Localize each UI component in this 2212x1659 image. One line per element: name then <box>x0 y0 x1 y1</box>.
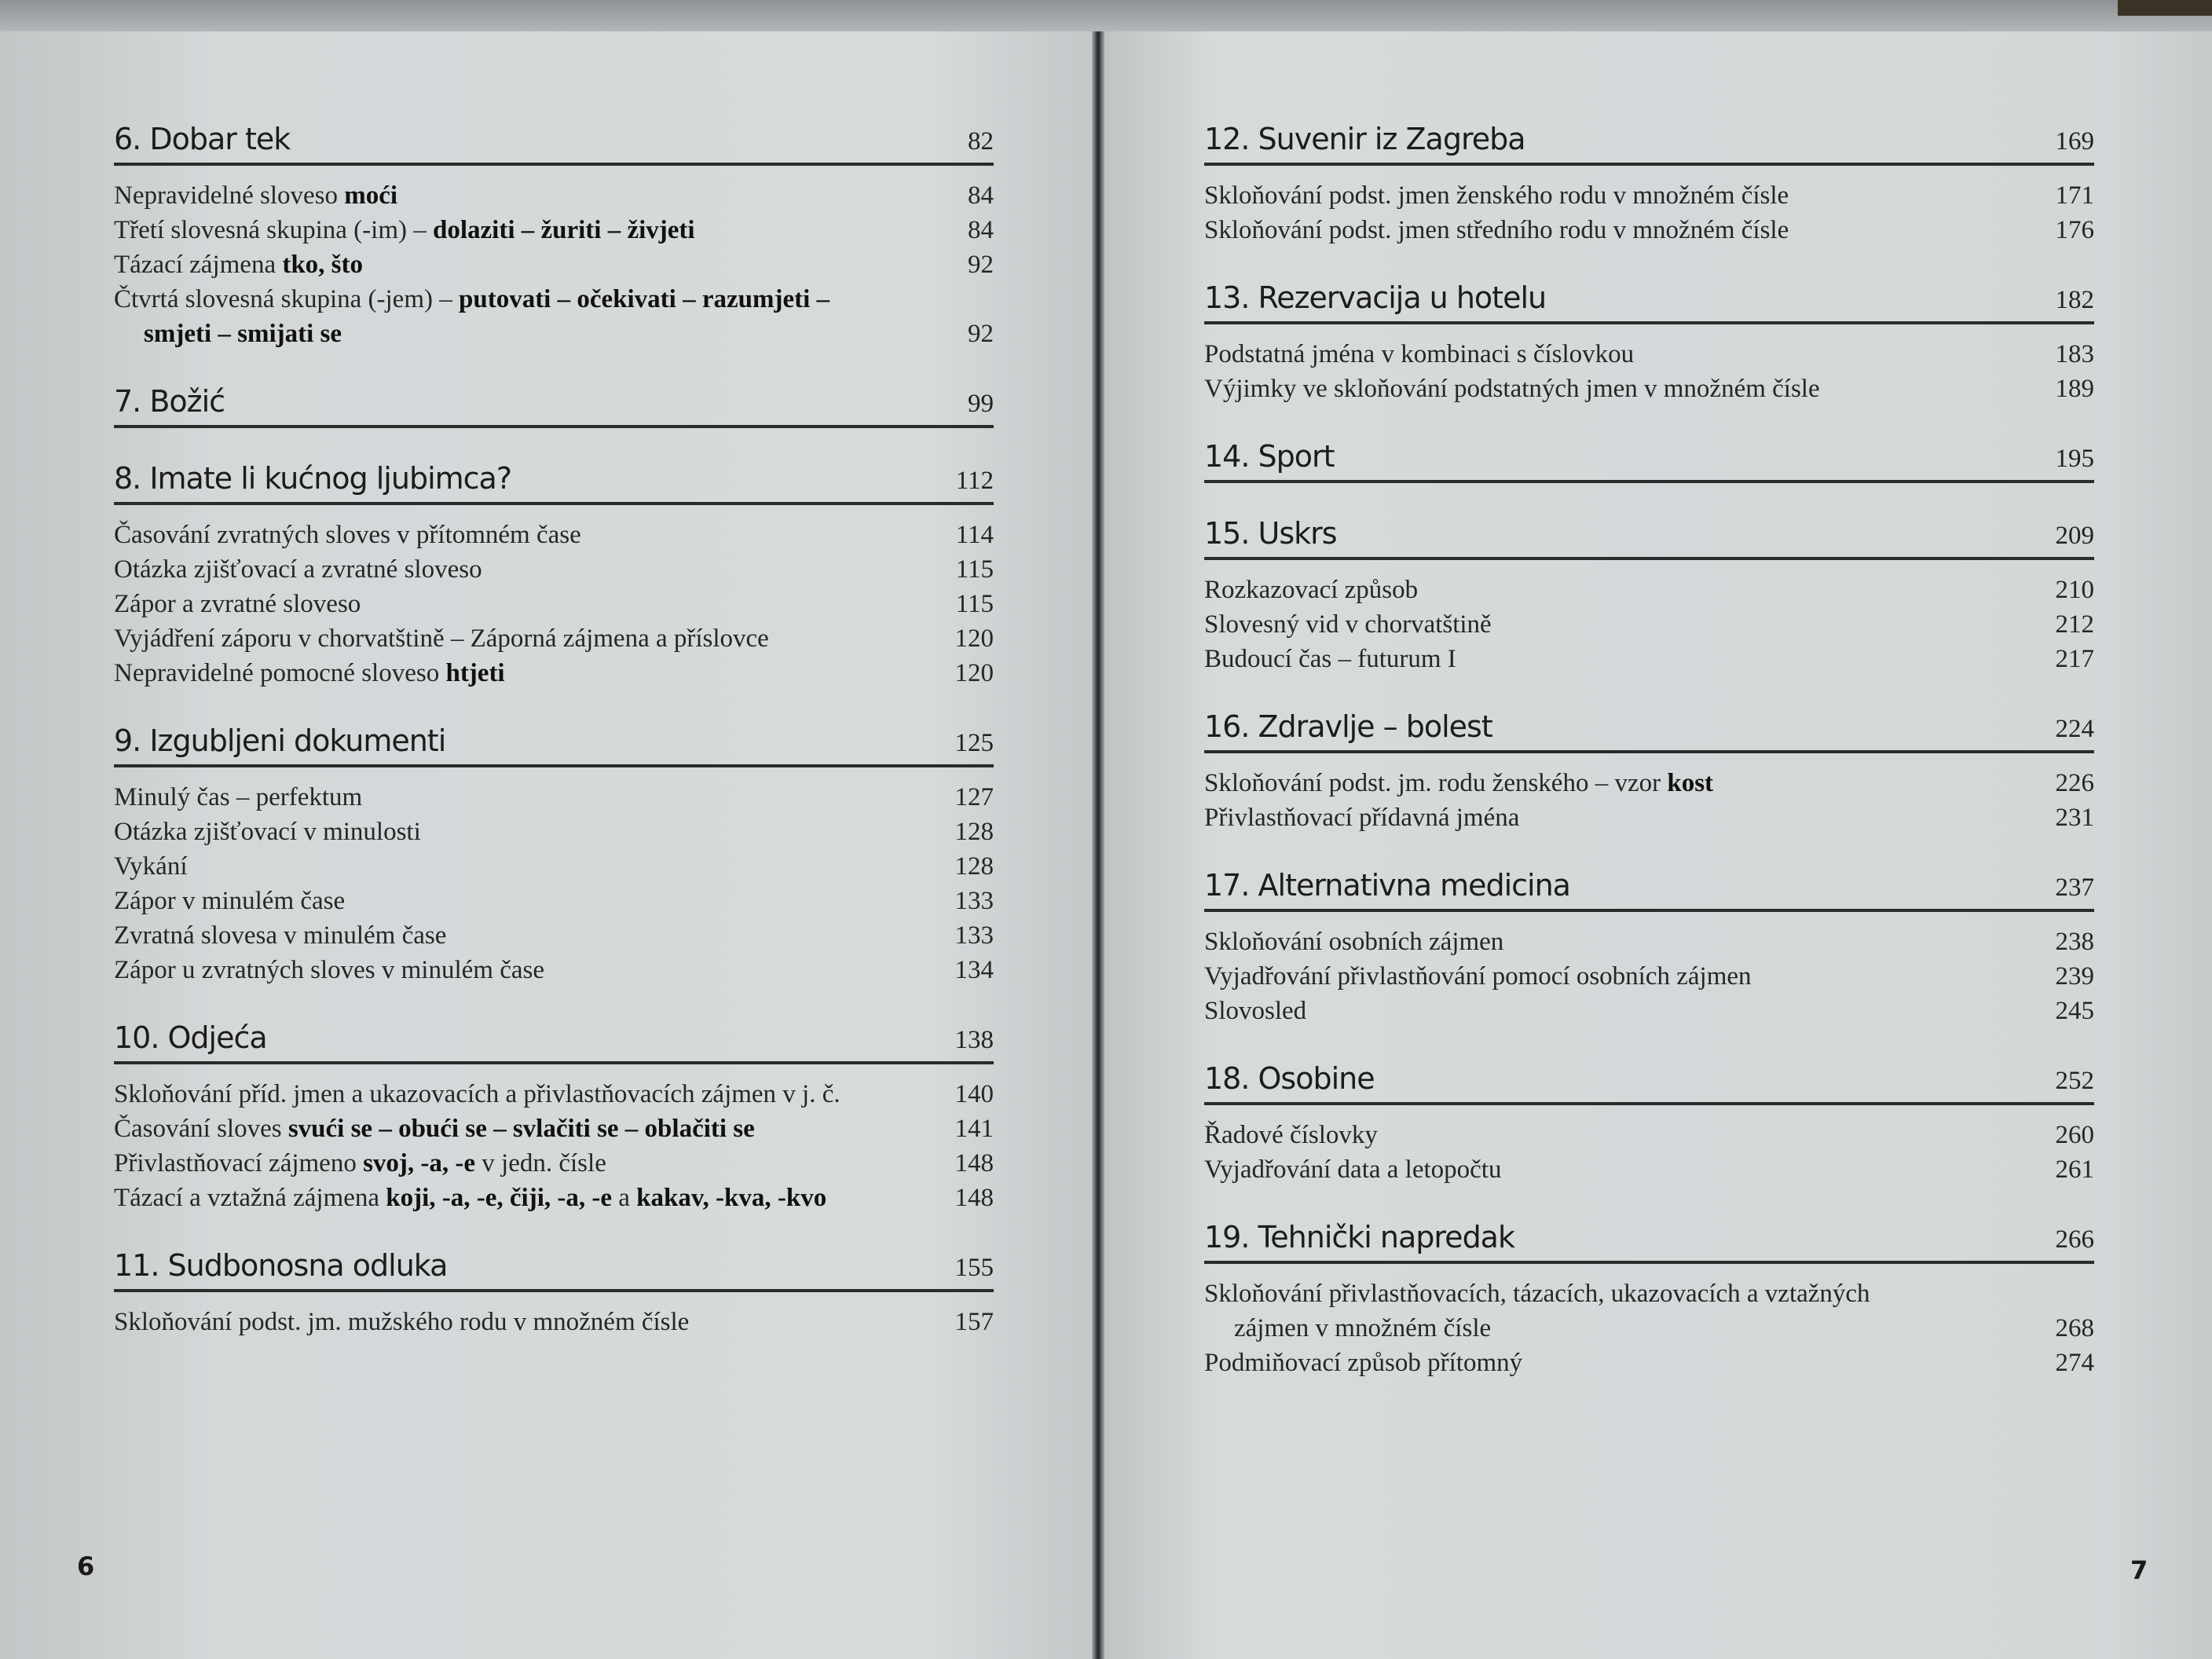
entry-text <box>1204 178 2031 213</box>
entry-page-number: 115 <box>955 590 994 618</box>
chapter-title: 16. Zdravlje – bolest <box>1204 709 1492 744</box>
chapter-title: 17. Alternativna medicina <box>1204 868 1570 903</box>
entry-text-bold: smjeti – smijati se <box>144 320 342 348</box>
entry-page-number: 133 <box>954 887 994 915</box>
chapter-page-number: 182 <box>2055 286 2094 314</box>
chapter-heading <box>114 1248 994 1292</box>
chapter-page-number: 252 <box>2055 1067 2094 1095</box>
entry-text <box>114 1305 931 1339</box>
entry-text-bold: putovati – očekivati – razumjeti – <box>459 285 830 313</box>
chapter-page-number: 138 <box>954 1026 994 1054</box>
chapter-section <box>114 723 994 987</box>
entry-text-part: Přivlastňovací přídavná jména <box>1204 804 1520 832</box>
entry-text <box>114 953 931 987</box>
entry-text <box>114 1077 931 1111</box>
entry-text-part: Vyjádření záporu v chorvatštině – Záporná zájmena a příslovce <box>114 624 769 653</box>
chapter-heading <box>1204 1220 2094 1264</box>
entry-text-part: Přivlastňovací zájmeno <box>114 1149 364 1177</box>
chapter-heading <box>1204 122 2094 166</box>
chapter-title: 18. Osobine <box>1204 1061 1375 1096</box>
toc-entry <box>1204 766 2094 800</box>
entry-text-part: Tázací zájmena <box>114 251 283 279</box>
entry-page-number: 127 <box>954 783 994 811</box>
toc-entry <box>114 1146 994 1181</box>
chapter-page-number: 125 <box>954 729 994 757</box>
entry-text <box>1204 1118 2031 1152</box>
entry-text <box>114 282 931 317</box>
toc-entry <box>114 247 994 282</box>
entry-text-bold: kost <box>1667 769 1714 797</box>
entry-page-number: 120 <box>954 659 994 687</box>
entry-text-part: Nepravidelné pomocné sloveso <box>114 659 446 687</box>
entry-text-part: Vyjadřování přivlastňování pomocí osobních zájmen <box>1204 962 1752 991</box>
toc-entry <box>114 815 994 849</box>
chapter-heading <box>114 122 994 166</box>
entry-text-part: Rozkazovací způsob <box>1204 576 1419 604</box>
chapter-title: 13. Rezervacija u hotelu <box>1204 280 1547 315</box>
entry-text <box>114 518 931 552</box>
chapter-section <box>114 384 994 428</box>
top-edge <box>0 0 2212 35</box>
entry-text <box>1204 766 2031 800</box>
toc-entry <box>114 1181 994 1215</box>
chapter-section <box>1204 122 2094 247</box>
entry-text-part: Vyjadřování data a letopočtu <box>1204 1155 1502 1184</box>
entry-page-number: 274 <box>2055 1349 2094 1377</box>
toc-entry <box>1204 1276 2094 1311</box>
chapter-page-number: 237 <box>2055 873 2094 902</box>
entry-page-number: 268 <box>2055 1314 2094 1342</box>
chapter-page-number: 195 <box>2055 445 2094 473</box>
chapter-page-number: 266 <box>2055 1225 2094 1254</box>
entry-text <box>1204 372 2031 406</box>
chapter-section <box>114 1020 994 1215</box>
entry-page-number: 176 <box>2055 216 2094 244</box>
chapter-heading <box>1204 1061 2094 1105</box>
toc-entry <box>1204 925 2094 959</box>
entry-text <box>1204 607 2031 642</box>
entry-page-number: 115 <box>955 555 994 584</box>
chapter-page-number: 169 <box>2055 127 2094 156</box>
toc-entry <box>1204 642 2094 676</box>
toc-entry <box>1204 337 2094 372</box>
chapter-heading <box>1204 868 2094 912</box>
entry-text-part: Skloňování přivlastňovacích, tázacích, ukazovacích a vztažných <box>1204 1280 1870 1308</box>
entry-text <box>144 317 931 351</box>
toc-entry <box>1204 994 2094 1028</box>
toc-entry <box>114 918 994 953</box>
entry-text-part: Skloňování podst. jm. rodu ženského – vzor <box>1204 769 1668 797</box>
entry-text-part: Zápor a zvratné sloveso <box>114 590 361 618</box>
toc-entry <box>1204 1152 2094 1187</box>
entry-text-part: Skloňování podst. jmen ženského rodu v množném čísle <box>1204 181 1789 210</box>
entry-page-number: 140 <box>954 1080 994 1108</box>
entry-text <box>114 849 931 884</box>
chapter-section <box>1204 1061 2094 1187</box>
entry-text-part: Zápor v minulém čase <box>114 887 346 915</box>
entry-text <box>1204 1346 2031 1380</box>
entry-text-bold: dolaziti – žuriti – živjeti <box>433 216 695 244</box>
entry-text-part: Slovesný vid v chorvatštině <box>1204 610 1492 639</box>
toc-entry <box>114 178 994 213</box>
chapter-heading <box>114 461 994 505</box>
entry-text-part: Čtvrtá slovesná skupina (-jem) – <box>114 285 459 313</box>
right-toc <box>1204 122 2094 1413</box>
chapter-title: 11. Sudbonosna odluka <box>114 1248 448 1283</box>
toc-entry <box>114 518 994 552</box>
entry-text-bold: koji, -a, -e, čiji, -a, -e <box>386 1184 612 1212</box>
chapter-heading <box>1204 280 2094 324</box>
entry-page-number: 133 <box>954 921 994 950</box>
entry-page-number: 84 <box>968 216 994 244</box>
entry-text <box>1204 925 2031 959</box>
toc-entry <box>1204 1346 2094 1380</box>
toc-entry <box>114 621 994 656</box>
entry-text <box>114 1146 931 1181</box>
entry-text <box>114 552 931 587</box>
toc-entry <box>1204 213 2094 247</box>
entry-page-number: 141 <box>954 1115 994 1143</box>
entry-page-number: 92 <box>968 251 994 279</box>
entry-text <box>1204 573 2031 607</box>
entry-text-part: Zápor u zvratných sloves v minulém čase <box>114 956 544 984</box>
chapter-heading <box>114 1020 994 1064</box>
entry-text-part: Časování zvratných sloves v přítomném čase <box>114 521 581 549</box>
toc-entry <box>114 213 994 247</box>
entry-text-bold: tko, što <box>282 251 364 279</box>
entry-page-number: 128 <box>954 818 994 846</box>
entry-page-number: 157 <box>954 1308 994 1336</box>
toc-entry <box>114 552 994 587</box>
entry-text-bold: moći <box>344 181 398 210</box>
entry-text <box>1204 800 2031 835</box>
entry-text <box>1204 1276 2031 1311</box>
entry-text <box>114 1111 931 1146</box>
entry-page-number: 114 <box>955 521 994 549</box>
entry-text-bold: htjeti <box>445 659 505 687</box>
chapter-heading <box>1204 516 2094 560</box>
toc-entry <box>114 282 994 317</box>
chapter-page-number: 82 <box>968 127 994 156</box>
entry-page-number: 134 <box>954 956 994 984</box>
entry-text-part: Nepravidelné sloveso <box>114 181 345 210</box>
entry-text-part: Podmiňovací způsob přítomný <box>1204 1349 1523 1377</box>
chapter-page-number: 209 <box>2055 522 2094 550</box>
entry-text <box>114 815 931 849</box>
entry-text <box>1204 994 2031 1028</box>
entry-text-part: Budoucí čas – futurum I <box>1204 645 1456 673</box>
chapter-section <box>1204 1220 2094 1380</box>
chapter-title: 14. Sport <box>1204 439 1335 474</box>
toc-entry <box>1204 573 2094 607</box>
entry-text <box>114 247 931 282</box>
entry-text <box>114 780 931 815</box>
chapter-section <box>1204 280 2094 406</box>
entry-page-number: 238 <box>2055 928 2094 956</box>
entry-page-number: 260 <box>2055 1121 2094 1149</box>
entry-text-bold: kakav, -kva, -kvo <box>636 1184 827 1212</box>
entry-text-part: zájmen v množném čísle <box>1234 1314 1492 1342</box>
entry-text-part: a <box>612 1184 637 1212</box>
entry-text <box>1204 642 2031 676</box>
left-toc <box>114 122 994 1372</box>
toc-entry <box>1204 607 2094 642</box>
entry-page-number: 183 <box>2055 340 2094 368</box>
entry-page-number: 92 <box>968 320 994 348</box>
chapter-page-number: 112 <box>955 467 994 495</box>
toc-entry <box>114 317 994 351</box>
book-gutter <box>1092 31 1104 1659</box>
entry-text-part: Zvratná slovesa v minulém čase <box>114 921 447 950</box>
entry-page-number: 171 <box>2055 181 2094 210</box>
entry-text-part: Minulý čas – perfektum <box>114 783 363 811</box>
chapter-title: 10. Odjeća <box>114 1020 267 1055</box>
page-number-right: 7 <box>2130 1555 2148 1585</box>
entry-text-part: Podstatná jména v kombinaci s číslovkou <box>1204 340 1635 368</box>
entry-text-bold: svoj, -a, -e <box>363 1149 476 1177</box>
entry-text <box>114 178 931 213</box>
entry-text-part: Skloňování příd. jmen a ukazovacích a přivlastňovacích zájmen v j. č. <box>114 1080 840 1108</box>
entry-text-part: Třetí slovesná skupina (-im) – <box>114 216 433 244</box>
entry-page-number: 261 <box>2055 1155 2094 1184</box>
entry-text-part: Skloňování osobních zájmen <box>1204 928 1504 956</box>
toc-entry <box>1204 1311 2094 1346</box>
toc-entry <box>114 780 994 815</box>
entry-text-part: Řadové číslovky <box>1204 1121 1378 1149</box>
entry-text-part: Výjimky ve skloňování podstatných jmen v množném čísle <box>1204 375 1820 403</box>
entry-page-number: 231 <box>2055 804 2094 832</box>
entry-page-number: 239 <box>2055 962 2094 991</box>
toc-entry <box>114 656 994 690</box>
entry-page-number: 217 <box>2055 645 2094 673</box>
toc-entry <box>114 1111 994 1146</box>
chapter-title: 7. Božić <box>114 384 225 419</box>
entry-text <box>114 621 931 656</box>
table-corner <box>2118 0 2212 16</box>
chapter-section <box>1204 868 2094 1028</box>
entry-text-part: Slovosled <box>1204 997 1307 1025</box>
entry-text-part: Skloňování podst. jm. mužského rodu v množném čísle <box>114 1308 690 1336</box>
entry-page-number: 128 <box>954 852 994 881</box>
chapter-heading <box>1204 709 2094 753</box>
entry-text <box>114 656 931 690</box>
entry-page-number: 210 <box>2055 576 2094 604</box>
chapter-section <box>114 122 994 351</box>
chapter-title: 19. Tehnički napredak <box>1204 1220 1514 1254</box>
chapter-section <box>1204 516 2094 676</box>
toc-entry <box>1204 1118 2094 1152</box>
toc-entry <box>114 849 994 884</box>
chapter-title: 6. Dobar tek <box>114 122 291 156</box>
toc-entry <box>114 1305 994 1339</box>
chapter-page-number: 155 <box>954 1254 994 1282</box>
chapter-heading <box>114 384 994 428</box>
chapter-page-number: 224 <box>2055 715 2094 743</box>
entry-text <box>114 587 931 621</box>
toc-entry <box>114 884 994 918</box>
chapter-section <box>1204 439 2094 483</box>
entry-text-part: Otázka zjišťovací a zvratné sloveso <box>114 555 482 584</box>
toc-entry <box>1204 178 2094 213</box>
chapter-heading <box>114 723 994 767</box>
entry-page-number: 189 <box>2055 375 2094 403</box>
toc-entry <box>114 587 994 621</box>
entry-text <box>1204 337 2031 372</box>
entry-text-part: Vykání <box>114 852 188 881</box>
entry-text <box>1204 959 2031 994</box>
chapter-heading <box>1204 439 2094 483</box>
entry-text-part: Otázka zjišťovací v minulosti <box>114 818 421 846</box>
chapter-title: 9. Izgubljeni dokumenti <box>114 723 446 758</box>
entry-page-number: 245 <box>2055 997 2094 1025</box>
entry-text-bold: svući se – obući se – svlačiti se – oblačiti se <box>287 1115 755 1143</box>
chapter-section <box>114 461 994 690</box>
toc-entry <box>1204 372 2094 406</box>
chapter-title: 12. Suvenir iz Zagreba <box>1204 122 1525 156</box>
chapter-section <box>1204 709 2094 835</box>
entry-text <box>114 1181 931 1215</box>
entry-text <box>114 884 931 918</box>
toc-entry <box>1204 959 2094 994</box>
entry-page-number: 84 <box>968 181 994 210</box>
chapter-page-number: 99 <box>968 390 994 418</box>
chapter-title: 15. Uskrs <box>1204 516 1337 551</box>
entry-page-number: 212 <box>2055 610 2094 639</box>
toc-entry <box>114 1077 994 1111</box>
entry-text <box>114 213 931 247</box>
entry-text-part: v jedn. čísle <box>475 1149 606 1177</box>
chapter-title: 8. Imate li kućnog ljubimca? <box>114 461 511 496</box>
entry-text <box>1204 1152 2031 1187</box>
entry-page-number: 120 <box>954 624 994 653</box>
toc-entry <box>114 953 994 987</box>
entry-page-number: 226 <box>2055 769 2094 797</box>
entry-text <box>1234 1311 2031 1346</box>
entry-text <box>1204 213 2031 247</box>
toc-entry <box>1204 800 2094 835</box>
chapter-section <box>114 1248 994 1339</box>
page-number-left: 6 <box>77 1551 95 1581</box>
entry-page-number: 148 <box>954 1184 994 1212</box>
entry-page-number: 148 <box>954 1149 994 1177</box>
entry-text-part: Skloňování podst. jmen středního rodu v množném čísle <box>1204 216 1789 244</box>
entry-text-part: Tázací a vztažná zájmena <box>114 1184 386 1212</box>
entry-text-part: Časování sloves <box>114 1115 288 1143</box>
entry-text <box>114 918 931 953</box>
